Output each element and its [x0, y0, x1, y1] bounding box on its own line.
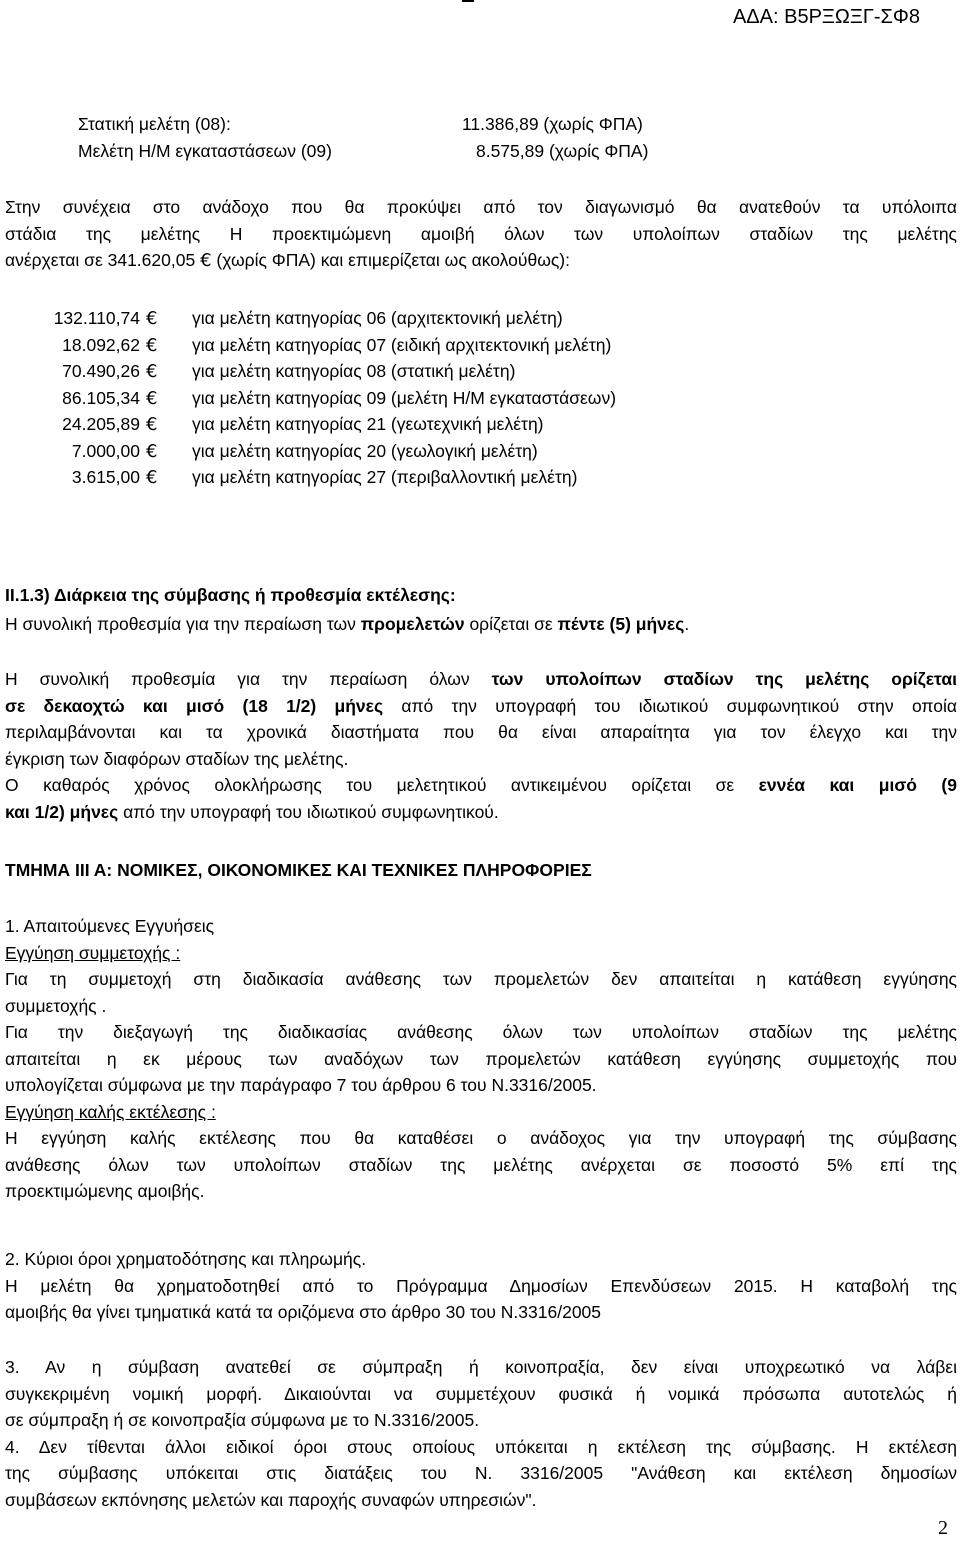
text-fragment: πέντε (5) μήνες — [557, 614, 685, 634]
euro-icon: € — [146, 361, 158, 382]
text-line — [5, 799, 957, 826]
ada-code: ΑΔΑ: Β5ΡΞΩΞΓ-ΣΦ8 — [732, 6, 920, 28]
text-fragment: Η συνολική προθεσμία για την περαίωση των — [5, 614, 361, 634]
text-line: υπολογίζεται σύμφωνα με την παράγραφο 7 του άρθρου 6 του Ν.3316/2005. — [5, 1075, 597, 1095]
allocation-description: για μελέτη κατηγορίας 27 (περιβαλλοντική μελέτη) — [192, 467, 578, 487]
text-fragment: εννέα και μισό (9 — [758, 775, 957, 795]
duration-heading: ΙΙ.1.3) Διάρκεια της σύμβασης ή προθεσμία εκτέλεσης: — [5, 585, 456, 605]
text-line — [5, 940, 957, 967]
fee-label: Στατική μελέτη (08): — [78, 114, 231, 134]
allocation-description: για μελέτη κατηγορίας 07 (ειδική αρχιτεκτονική μελέτη) — [192, 334, 612, 355]
consortium-section — [5, 1354, 957, 1513]
euro-icon: € — [146, 440, 158, 462]
text-line: συμμετοχής . — [5, 995, 107, 1016]
text-line — [5, 247, 957, 275]
total-amount: ανέρχεται σε 341.620,05 — [5, 250, 196, 270]
allocation-description: για μελέτη κατηγορίας 06 (αρχιτεκτονική μελέτη) — [192, 308, 563, 328]
text-fragment: (χωρίς ΦΠΑ) και επιμερίζεται ως ακολούθως): — [216, 250, 570, 270]
top-rule — [462, 0, 474, 2]
text-line: έγκριση των διαφόρων σταδίων της μελέτης. — [5, 748, 349, 769]
text-line — [5, 1099, 957, 1126]
guarantees-section — [5, 913, 957, 1205]
text-fragment: των υπολοίπων σταδίων της μελέτης ορίζεται — [491, 669, 957, 689]
participation-guarantee-heading: Εγγύηση συμμετοχής : — [5, 942, 181, 963]
text-fragment: προμελετών — [360, 614, 465, 634]
text-line: Η μελέτη θα χρηματοδοτηθεί από το Πρόγραμμα Δημοσίων Επενδύσεων 2015. Η καταβολή της — [5, 1275, 957, 1296]
allocation-amount: 18.092,62 — [62, 334, 140, 355]
euro-icon: € — [146, 334, 158, 356]
fee-value: 11.386,89 (χωρίς ΦΠΑ) — [462, 114, 643, 134]
allocation-amount: 86.105,34 — [62, 387, 140, 408]
allocation-list — [20, 308, 740, 494]
text-fragment: σε δεκαοχτώ και μισό (18 1/2) μήνες — [5, 695, 384, 716]
allocation-amount: 70.490,26 — [62, 361, 140, 381]
text-line: 4. Δεν τίθενται άλλοι ειδικοί όροι στους οποίους υπόκειται η εκτέλεση της σύμβασης. Η εκτέλεση — [5, 1436, 957, 1457]
list-item — [20, 414, 740, 441]
text-line: της σύμβασης υπόκειται στις διατάξεις του Ν. 3316/2005 "Ανάθεση και εκτέλεση δημοσίων — [5, 1463, 957, 1483]
fee-value: 8.575,89 (χωρίς ΦΠΑ) — [476, 141, 649, 161]
text-fragment: ορίζεται σε — [464, 614, 558, 634]
euro-icon: € — [200, 250, 212, 271]
text-fragment: . — [684, 614, 690, 634]
text-line: αμοιβής θα γίνει τμηματικά κατά τα οριζόμενα στο άρθρο 30 του Ν.3316/2005 — [5, 1302, 602, 1322]
intro-paragraph — [5, 194, 957, 275]
duration-paragraph-1 — [5, 611, 957, 638]
financing-section — [5, 1246, 957, 1326]
list-item — [20, 467, 740, 494]
text-line — [5, 611, 957, 638]
text-line — [5, 666, 957, 693]
list-item — [20, 308, 740, 335]
text-line: Για τη συμμετοχή στη διαδικασία ανάθεσης των προμελετών δεν απαιτείται η κατάθεση εγγύησης — [5, 969, 957, 989]
text-line: απαιτείται η εκ μέρους των αναδόχων των προμελετών κατάθεση εγγύησης συμμετοχής που — [5, 1048, 957, 1069]
allocation-amount: 3.615,00 — [71, 467, 140, 487]
text-line: συμβάσεων εκπόνησης μελετών και παροχής συναφών υπηρεσιών". — [5, 1489, 537, 1510]
text-line: Για την διεξαγωγή της διαδικασίας ανάθεσης όλων των υπολοίπων σταδίων της μελέτης — [5, 1022, 957, 1042]
text-line — [5, 772, 957, 799]
text-fragment: Η συνολική προθεσμία για την περαίωση όλων — [5, 669, 492, 689]
euro-icon: € — [146, 414, 158, 435]
list-item — [20, 335, 740, 362]
text-line: Στην συνέχεια στο ανάδοχο που θα προκύψει από τον διαγωνισμό θα ανατεθούν τα υπόλοιπα — [5, 197, 957, 217]
euro-icon: € — [146, 467, 158, 488]
allocation-description: για μελέτη κατηγορίας 08 (στατική μελέτη) — [192, 361, 516, 381]
euro-icon: € — [146, 387, 158, 409]
performance-guarantee-heading: Εγγύηση καλής εκτέλεσης : — [5, 1101, 216, 1122]
list-item — [20, 441, 740, 468]
euro-icon: € — [146, 308, 158, 329]
duration-paragraph-2 — [5, 666, 957, 825]
list-item — [20, 361, 740, 388]
text-line: ανάθεσης όλων των υπολοίπων σταδίων της μελέτης ανέρχεται σε ποσοστό 5% επί της — [5, 1154, 957, 1175]
subsection-title: 1. Απαιτούμενες Εγγυήσεις — [5, 916, 215, 936]
allocation-description: για μελέτη κατηγορίας 09 (μελέτη Η/Μ εγκαταστάσεων) — [192, 387, 617, 408]
allocation-amount: 7.000,00 — [71, 440, 140, 461]
text-fragment: από την υπογραφή του ιδιωτικού συμφωνητικού στην οποία — [383, 695, 957, 716]
allocation-amount: 24.205,89 — [62, 414, 140, 434]
text-fragment: και 1/2) μήνες — [5, 801, 119, 822]
text-fragment: από την υπογραφή του ιδιωτικού συμφωνητικού. — [118, 801, 499, 822]
text-line: Η εγγύηση καλής εκτέλεσης που θα καταθέσει ο ανάδοχος για την υπογραφή της σύμβασης — [5, 1128, 957, 1148]
allocation-amount: 132.110,74 — [53, 308, 140, 328]
text-line: 3. Αν η σύμβαση ανατεθεί σε σύμπραξη ή κοινοπραξία, δεν είναι υποχρεωτικό να λάβει — [5, 1357, 957, 1377]
text-line: συγκεκριμένη νομική μορφή. Δικαιούνται να συμμετέχουν φυσικά ή νομικά πρόσωπα αυτοτελώς ή — [5, 1383, 957, 1404]
allocation-description: για μελέτη κατηγορίας 20 (γεωλογική μελέτη) — [192, 440, 538, 461]
section-iii-heading: ΤΜΗΜΑ ΙΙΙ Α: ΝΟΜΙΚΕΣ, ΟΙΚΟΝΟΜΙΚΕΣ ΚΑΙ ΤΕΧΝΙΚΕΣ ΠΛΗΡΟΦΟΡΙΕΣ — [5, 860, 592, 880]
text-line — [5, 693, 957, 720]
text-line: στάδια της μελέτης Η προεκτιμώμενη αμοιβή όλων των υπολοίπων σταδίων της μελέτης — [5, 223, 957, 244]
list-item — [20, 388, 740, 415]
text-line: 2. Κύριοι όροι χρηματοδότησης και πληρωμής. — [5, 1249, 367, 1269]
allocation-description: για μελέτη κατηγορίας 21 (γεωτεχνική μελέτη) — [192, 414, 544, 434]
page-number: 2 — [938, 1517, 948, 1539]
fee-label: Μελέτη Η/Μ εγκαταστάσεων (09) — [78, 141, 332, 161]
text-line: προεκτιμώμενης αμοιβής. — [5, 1181, 205, 1201]
text-line: περιλαμβάνονται και τα χρονικά διαστήματα που θα είναι απαραίτητα για τον έλεγχο και την — [5, 722, 957, 742]
text-fragment: Ο καθαρός χρόνος ολοκλήρωσης του μελετητικού αντικειμένου ορίζεται σε — [5, 775, 759, 795]
text-line: σε σύμπραξη ή σε κοινοπραξία σύμφωνα με το Ν.3316/2005. — [5, 1410, 480, 1430]
